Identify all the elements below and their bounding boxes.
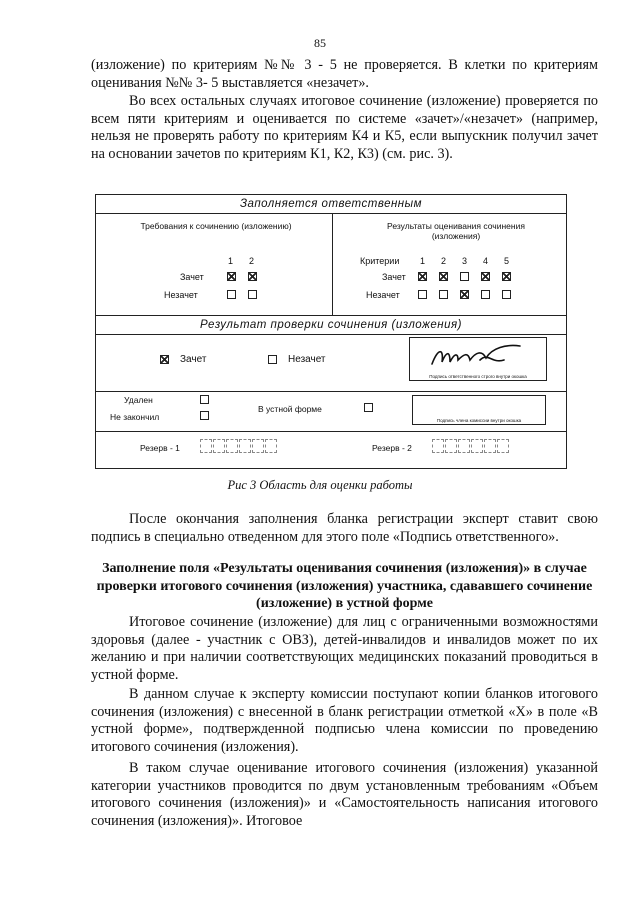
crit3-zachet-checkbox[interactable] bbox=[460, 272, 469, 281]
oral-form-checkbox[interactable] bbox=[364, 403, 373, 412]
evaluation-form bbox=[95, 194, 567, 469]
responsible-signature-field[interactable] bbox=[409, 337, 547, 381]
udalen-label: Удален bbox=[124, 395, 153, 405]
req1-nezachet-checkbox[interactable] bbox=[227, 290, 236, 299]
req2-nezachet-checkbox[interactable] bbox=[248, 290, 257, 299]
criteria-label: Критерии bbox=[360, 256, 400, 266]
crit2-zachet-checkbox[interactable] bbox=[439, 272, 448, 281]
paragraph-3: После окончания заполнения бланка регистрации эксперт ставит свою подпись в специально отведенном для этого поле «Подпись ответственного». bbox=[91, 511, 598, 545]
oral-form-label: В устной форме bbox=[258, 404, 322, 414]
form-divider bbox=[332, 213, 333, 315]
section-heading: Заполнение поля «Результаты оценивания сочинения (изложения)» в случае проверки итогового сочинения (изложения) участника, сдававшего сочинение (изложение) в устной форме bbox=[96, 561, 593, 611]
reserve-1-field[interactable] bbox=[200, 439, 280, 455]
crit1-nezachet-checkbox[interactable] bbox=[418, 290, 427, 299]
crit4-nezachet-checkbox[interactable] bbox=[481, 290, 490, 299]
form-divider-2 bbox=[96, 391, 566, 392]
reserve-2-field[interactable] bbox=[432, 439, 512, 455]
criterion-number-1: 1 bbox=[420, 256, 426, 266]
crit-zachet-label: Зачет bbox=[382, 272, 406, 282]
criterion-number-4: 4 bbox=[483, 256, 489, 266]
paragraph-4: Итоговое сочинение (изложение) для лиц с ограниченными возможностями здоровья (далее - участник с ОВЗ), детей-инвалидов и инвалидов может по их желанию и при наличии соответствующих медицинских показаний проводиться в устной форме. bbox=[91, 614, 598, 683]
result-band: Результат проверки сочинения (изложения) bbox=[96, 315, 566, 335]
result-nezachet-checkbox[interactable] bbox=[268, 355, 277, 364]
criterion-number-3: 3 bbox=[462, 256, 468, 266]
req-number-2: 2 bbox=[249, 256, 255, 266]
crit3-nezachet-checkbox[interactable] bbox=[460, 290, 469, 299]
req2-zachet-checkbox[interactable] bbox=[248, 272, 257, 281]
signature-caption: Подпись ответственного строго внутри окошка bbox=[429, 374, 527, 379]
reserve-1-label: Резерв - 1 bbox=[140, 443, 180, 453]
criterion-number-2: 2 bbox=[441, 256, 447, 266]
result-zachet-checkbox[interactable] bbox=[160, 355, 169, 364]
results-header: Результаты оценивания сочинения (изложения) bbox=[387, 221, 525, 241]
requirements-header: Требования к сочинению (изложению) bbox=[140, 221, 292, 231]
paragraph-5: В данном случае к эксперту комиссии поступают копии бланков итогового сочинения (изложения) с внесенной в бланк регистрации отметкой «Х» в поле «В устной форме», подтвержденной подписью члена комиссии по проведению итогового сочинения (изложения). bbox=[91, 686, 598, 755]
form-top-band: Заполняется ответственным bbox=[96, 195, 566, 214]
commission-signature-field[interactable] bbox=[412, 395, 546, 425]
req-zachet-label: Зачет bbox=[180, 272, 204, 282]
criterion-number-5: 5 bbox=[504, 256, 510, 266]
paragraph-1: (изложение) по критериям №№ 3 - 5 не проверяется. В клетки по критериям оценивания №№ 3- 5 выставляется «незачет». bbox=[91, 57, 598, 91]
reserve-2-label: Резерв - 2 bbox=[372, 443, 412, 453]
req1-zachet-checkbox[interactable] bbox=[227, 272, 236, 281]
commission-signature-caption: Подпись члена комиссии внутри окошка bbox=[436, 418, 522, 423]
crit4-zachet-checkbox[interactable] bbox=[481, 272, 490, 281]
result-zachet-label: Зачет bbox=[180, 354, 207, 365]
crit-nezachet-label: Незачет bbox=[366, 290, 400, 300]
udalen-checkbox[interactable] bbox=[200, 395, 209, 404]
crit1-zachet-checkbox[interactable] bbox=[418, 272, 427, 281]
page-number: 85 bbox=[314, 36, 326, 50]
req-number-1: 1 bbox=[228, 256, 234, 266]
form-divider-3 bbox=[96, 431, 566, 432]
result-nezachet-label: Незачет bbox=[288, 354, 326, 365]
paragraph-2: Во всех остальных случаях итоговое сочинение (изложение) проверяется по всем пяти критериям и оценивается по системе «зачет»/«незачет» (например, нельзя не проверять работу по критериям К4 и К5, если выпускник получил зачет на основании зачетов по критериям К1, К2, К3) (см. рис. 3). bbox=[91, 93, 598, 162]
req-nezachet-label: Незачет bbox=[164, 290, 198, 300]
figure-caption: Рис 3 Область для оценки работы bbox=[227, 478, 413, 492]
ne-zakonchil-label: Не закончил bbox=[110, 412, 160, 422]
crit5-zachet-checkbox[interactable] bbox=[502, 272, 511, 281]
paragraph-6: В таком случае оценивание итогового сочинения (изложения) указанной категории участников проводится по двум установленным требованиям «Объем итогового сочинения (изложения)» и «Самостоятельность написания итогового сочинения (изложения)». Итоговое bbox=[91, 760, 598, 829]
crit2-nezachet-checkbox[interactable] bbox=[439, 290, 448, 299]
ne-zakonchil-checkbox[interactable] bbox=[200, 411, 209, 420]
crit5-nezachet-checkbox[interactable] bbox=[502, 290, 511, 299]
signature-mark bbox=[410, 338, 546, 374]
